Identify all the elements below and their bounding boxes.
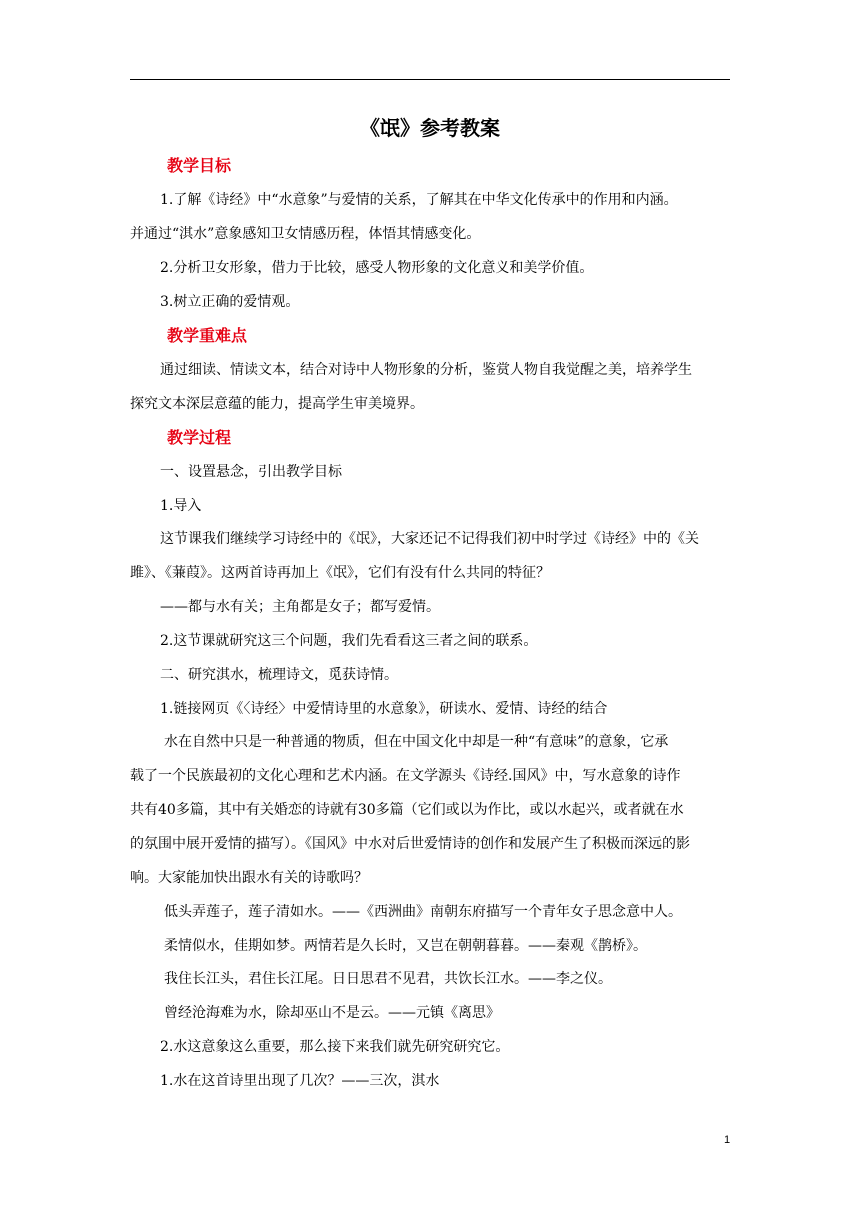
- page-title: 《氓》参考教案: [360, 116, 500, 140]
- paragraph-line: 2.这节课就研究这三个问题，我们先看看这三者之间的联系。: [160, 633, 538, 649]
- paragraph-line: 一、设置悬念，引出教学目标: [160, 464, 342, 480]
- paragraph-line: ——都与水有关；主角都是女子；都写爱情。: [160, 599, 440, 615]
- paragraph-line: 1.链接网页《〈诗经〉中爱情诗里的水意象》，研读水、爱情、诗经的结合: [160, 701, 608, 717]
- paragraph-line: 水在自然中只是一种普通的物质，但在中国文化中却是一种“有意味”的意象，它承: [164, 734, 669, 750]
- poem-quote-line: 我住长江头，君住长江尾。日日思君不见君，共饮长江水。——李之仪。: [164, 971, 612, 987]
- paragraph-line: 共有40多篇，其中有关婚恋的诗就有30多篇（它们或以为作比，或以水起兴，或者就在水: [130, 802, 684, 818]
- paragraph-line: 2.水这意象这么重要，那么接下来我们就先研究研究它。: [160, 1039, 510, 1055]
- paragraph-line: 二、研究淇水，梳理诗文，觅获诗情。: [160, 667, 398, 683]
- paragraph-line: 通过细读、情读文本，结合对诗中人物形象的分析，鉴赏人物自我觉醒之美，培养学生: [160, 362, 692, 378]
- paragraph-line: 并通过“淇水”意象感知卫女情感历程，体悟其情感变化。: [130, 226, 481, 242]
- poem-quote-line: 低头弄莲子，莲子清如水。——《西洲曲》南朝东府描写一个青年女子思念意中人。: [164, 904, 682, 920]
- paragraph-line: 响。大家能加快出跟水有关的诗歌吗？: [130, 870, 368, 886]
- section-heading-key-points: 教学重难点: [167, 326, 248, 345]
- paragraph-line: 探究文本深层意蕴的能力，提高学生审美境界。: [130, 396, 424, 412]
- poem-quote-line: 柔情似水，佳期如梦。两情若是久长时，又岂在朝朝暮暮。——秦观《鹊桥》。: [164, 938, 647, 954]
- paragraph-line: 这节课我们继续学习诗经中的《氓》，大家还记不记得我们初中时学过《诗经》中的《关: [160, 531, 699, 547]
- header-rule: [130, 79, 730, 80]
- paragraph-line: 雎》、《蒹葭》。这两首诗再加上《氓》，它们有没有什么共同的特征？: [130, 565, 550, 581]
- page-number: 1: [724, 1134, 731, 1146]
- paragraph-line: 载了一个民族最初的文化心理和艺术内涵。在文学源头《诗经.国风》中，写水意象的诗作: [130, 768, 681, 784]
- paragraph-line: 3.树立正确的爱情观。: [160, 294, 300, 310]
- section-heading-process: 教学过程: [167, 428, 232, 447]
- paragraph-line: 的氛围中展开爱情的描写）。《国风》中水对后世爱情诗的创作和发展产生了积极而深远的影: [130, 836, 690, 852]
- poem-quote-line: 曾经沧海难为水，除却巫山不是云。——元镇《离思》: [164, 1005, 500, 1021]
- section-heading-goals: 教学目标: [167, 156, 232, 175]
- paragraph-line: 1.导入: [160, 498, 202, 514]
- paragraph-line: 2.分析卫女形象，借力于比较，感受人物形象的文化意义和美学价值。: [160, 260, 594, 276]
- paragraph-line: 1.水在这首诗里出现了几次？——三次，淇水: [160, 1073, 440, 1089]
- paragraph-line: 1.了解《诗经》中“水意象”与爱情的关系，了解其在中华文化传承中的作用和内涵。: [160, 192, 678, 208]
